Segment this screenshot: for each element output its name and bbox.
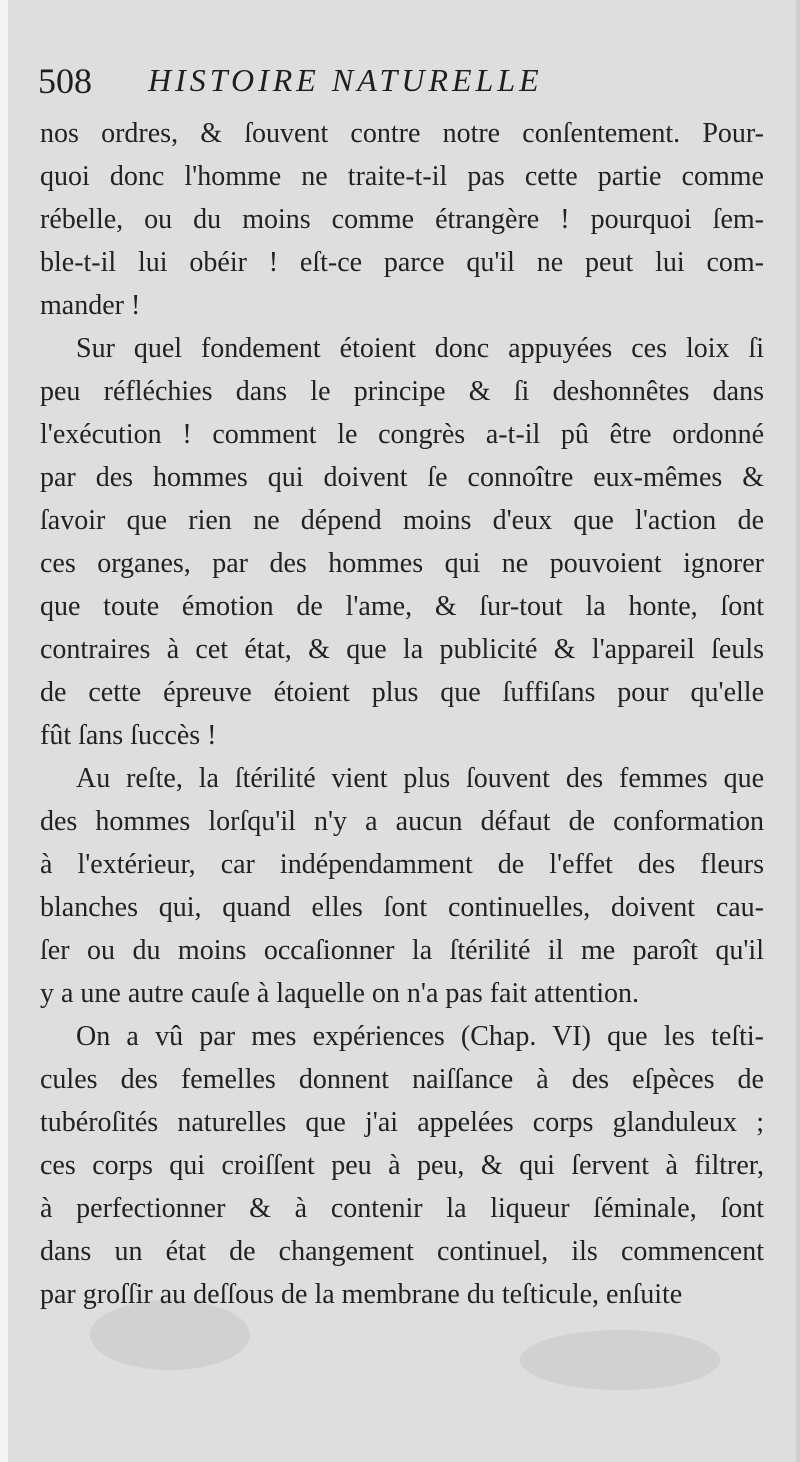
text-line: peu réfléchies dans le principe & ſi deshonnêtes dans — [40, 376, 764, 407]
paragraph — [40, 112, 764, 327]
paragraph — [40, 1015, 764, 1316]
text-line: Sur quel fondement étoient donc appuyées ces loix ſi — [76, 333, 764, 364]
text-line: fût ſans ſuccès ! — [40, 720, 217, 751]
page-left-edge — [0, 0, 8, 1462]
text-line: mander ! — [40, 290, 141, 321]
text-line: par groſſir au deſſous de la membrane du teſticule, enſuite — [40, 1279, 683, 1310]
text-line: que toute émotion de l'ame, & ſur-tout la honte, ſont — [40, 591, 764, 622]
text-line: ces corps qui croiſſent peu à peu, & qui ſervent à filtrer, — [40, 1150, 764, 1181]
text-line: blanches qui, quand elles ſont continuelles, doivent cau- — [40, 892, 764, 923]
text-line: ble-t-il lui obéir ! eſt-ce parce qu'il ne peut lui com- — [40, 247, 764, 278]
text-line: ſavoir que rien ne dépend moins d'eux que l'action de — [40, 505, 764, 536]
text-line: y a une autre cauſe à laquelle on n'a pas fait attention. — [40, 978, 640, 1009]
text-line: de cette épreuve étoient plus que ſuffiſans pour qu'elle — [40, 677, 764, 708]
text-line: tubéroſités naturelles que j'ai appelées corps glanduleux ; — [40, 1107, 764, 1138]
text-line: dans un état de changement continuel, ils commencent — [40, 1236, 764, 1267]
text-line: à perfectionner & à contenir la liqueur ſéminale, ſont — [40, 1193, 764, 1224]
text-line: On a vû par mes expériences (Chap. VI) que les teſti- — [76, 1021, 764, 1052]
text-line: par des hommes qui doivent ſe connoître eux-mêmes & — [40, 462, 764, 493]
text-line: des hommes lorſqu'il n'y a aucun défaut de conformation — [40, 806, 764, 837]
text-line: à l'extérieur, car indépendamment de l'effet des fleurs — [40, 849, 764, 880]
text-line: cules des femelles donnent naiſſance à des eſpèces de — [40, 1064, 764, 1095]
page-right-edge — [796, 0, 800, 1462]
text-line: nos ordres, & ſouvent contre notre conſentement. Pour- — [40, 118, 764, 149]
text-line: l'exécution ! comment le congrès a-t-il pû être ordonné — [40, 419, 764, 450]
running-header — [38, 60, 758, 110]
text-line: Au reſte, la ſtérilité vient plus ſouvent des femmes que — [76, 763, 764, 794]
text-line: ſer ou du moins occaſionner la ſtérilité il me paroît qu'il — [40, 935, 764, 966]
page-number: 508 — [38, 61, 92, 101]
text-line: contraires à cet état, & que la publicité & l'appareil ſeuls — [40, 634, 764, 665]
paragraph — [40, 327, 764, 757]
running-title: HISTOIRE NATURELLE — [148, 62, 543, 98]
paragraph — [40, 757, 764, 1015]
body-text — [40, 112, 764, 1316]
text-line: rébelle, ou du moins comme étrangère ! pourquoi ſem- — [40, 204, 764, 235]
text-line: quoi donc l'homme ne traite-t-il pas cette partie comme — [40, 161, 764, 192]
text-line: ces organes, par des hommes qui ne pouvoient ignorer — [40, 548, 764, 579]
paper-stain — [520, 1330, 720, 1390]
